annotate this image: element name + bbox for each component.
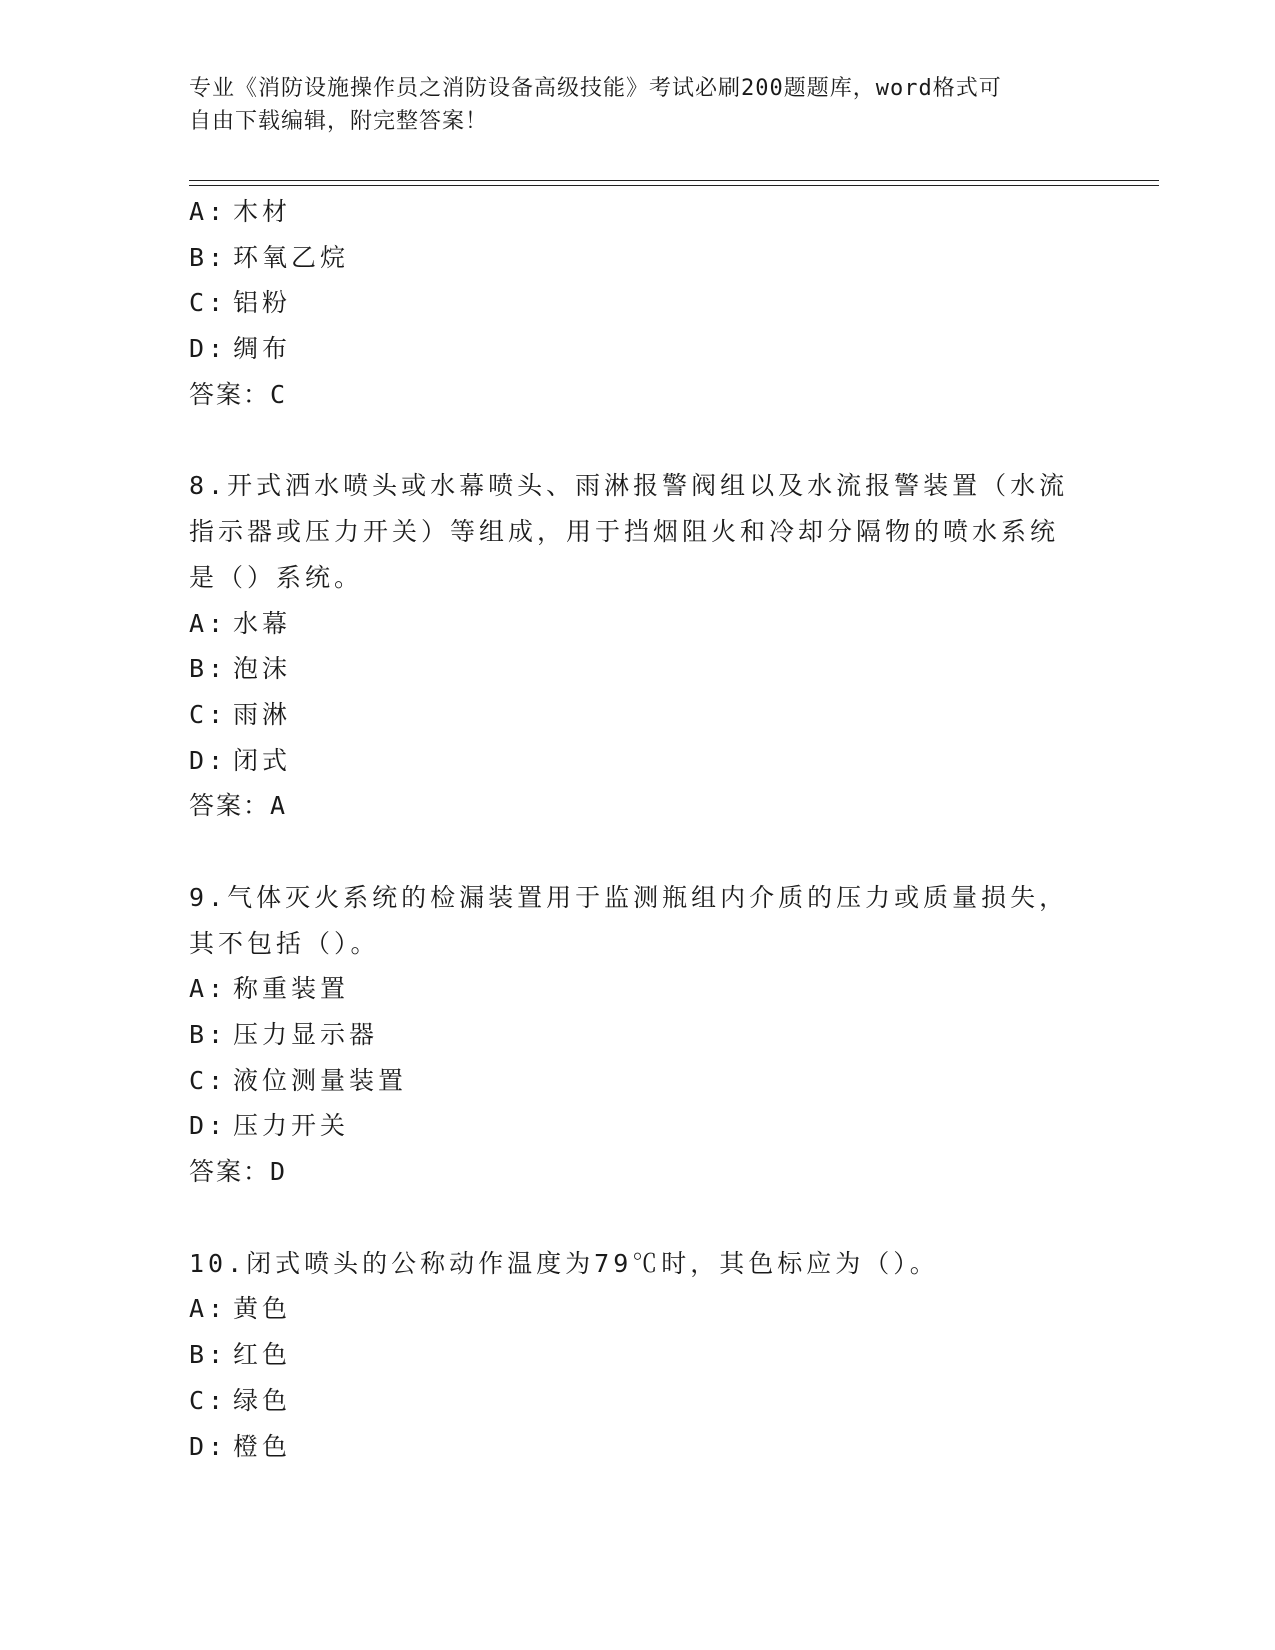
option-text: 雨淋: [233, 699, 292, 729]
question-list: [189, 189, 1069, 1469]
option-c: [189, 1378, 1069, 1424]
question-spacer: [189, 1195, 1069, 1241]
option-text: 环氧乙烷: [233, 242, 350, 272]
option-a: [189, 966, 1069, 1012]
question-7: [189, 189, 1069, 417]
option-letter: D:: [189, 745, 228, 775]
option-text: 压力显示器: [233, 1020, 379, 1049]
option-text: 闭式: [233, 745, 292, 775]
option-d: [189, 738, 1069, 784]
question-text-line-1: 9.气体灭火系统的检漏装置用于监测瓶组内介质的压力或质量损失，: [189, 882, 1069, 912]
option-text: 绿色: [233, 1385, 292, 1415]
question-text-line-2: 指示器或压力开关）等组成，用于挡烟阻火和冷却分隔物的喷水系统: [189, 517, 1060, 547]
question-text-line-3: 是（）系统。: [189, 562, 364, 592]
option-a: [189, 189, 1069, 235]
option-letter: B:: [189, 242, 228, 272]
option-text: 液位测量装置: [233, 1065, 408, 1095]
option-c: [189, 280, 1069, 326]
question-9: [189, 875, 1069, 1195]
option-text: 水幕: [233, 608, 292, 638]
option-letter: C:: [189, 699, 228, 729]
header-divider-top: [189, 180, 1159, 181]
option-letter: A:: [189, 608, 228, 638]
option-letter: A:: [189, 1294, 228, 1324]
question-spacer: [189, 829, 1069, 875]
option-b: [189, 1012, 1069, 1058]
header-line-2: 自由下载编辑，附完整答案！: [189, 109, 489, 134]
option-c: [189, 692, 1069, 738]
option-text: 红色: [233, 1340, 292, 1370]
option-a: [189, 1286, 1069, 1332]
option-b: [189, 646, 1069, 692]
option-text: 橙色: [233, 1431, 292, 1461]
option-a: [189, 601, 1069, 647]
option-text: 泡沫: [233, 654, 292, 684]
option-letter: A:: [189, 197, 228, 226]
option-letter: A:: [189, 974, 228, 1004]
option-b: [189, 235, 1069, 281]
option-c: [189, 1058, 1069, 1104]
option-b: [189, 1332, 1069, 1378]
header-line-1: 专业《消防设施操作员之消防设备高级技能》考试必刷200题题库，word格式可: [189, 76, 1002, 101]
option-letter: D:: [189, 334, 228, 364]
option-letter: D:: [189, 1431, 228, 1461]
option-text: 绸布: [233, 334, 292, 364]
header-divider-bottom: [189, 185, 1159, 186]
question-text-line-2: 其不包括（）。: [189, 928, 380, 958]
option-letter: B:: [189, 1340, 228, 1370]
question-text-line-1: 10.闭式喷头的公称动作温度为79℃时，其色标应为（）。: [189, 1248, 939, 1278]
answer-value: A: [270, 791, 289, 821]
option-letter: C:: [189, 1385, 228, 1415]
answer-value: C: [270, 379, 289, 409]
question-text-line-1: 8.开式洒水喷头或水幕喷头、雨淋报警阀组以及水流报警装置（水流: [189, 471, 1069, 501]
question-spacer: [189, 417, 1069, 463]
question-10: [189, 1241, 1069, 1469]
option-text: 称重装置: [233, 974, 350, 1004]
answer-value: D: [270, 1157, 289, 1187]
answer-line: [189, 783, 1069, 829]
option-letter: C:: [189, 288, 228, 318]
answer-line: [189, 1149, 1069, 1195]
option-text: 木材: [233, 197, 292, 226]
answer-label: 答案：: [189, 379, 271, 409]
option-d: [189, 1103, 1069, 1149]
document-header: [189, 72, 1069, 138]
option-letter: B:: [189, 654, 228, 684]
option-d: [189, 1424, 1069, 1470]
option-text: 铝粉: [233, 288, 292, 318]
option-letter: C:: [189, 1065, 228, 1095]
option-letter: B:: [189, 1020, 228, 1049]
answer-label: 答案：: [189, 791, 271, 821]
answer-line: [189, 372, 1069, 418]
question-8: [189, 463, 1069, 829]
option-letter: D:: [189, 1111, 228, 1141]
answer-label: 答案：: [189, 1157, 271, 1187]
option-text: 压力开关: [233, 1111, 350, 1141]
option-d: [189, 326, 1069, 372]
option-text: 黄色: [233, 1294, 292, 1324]
